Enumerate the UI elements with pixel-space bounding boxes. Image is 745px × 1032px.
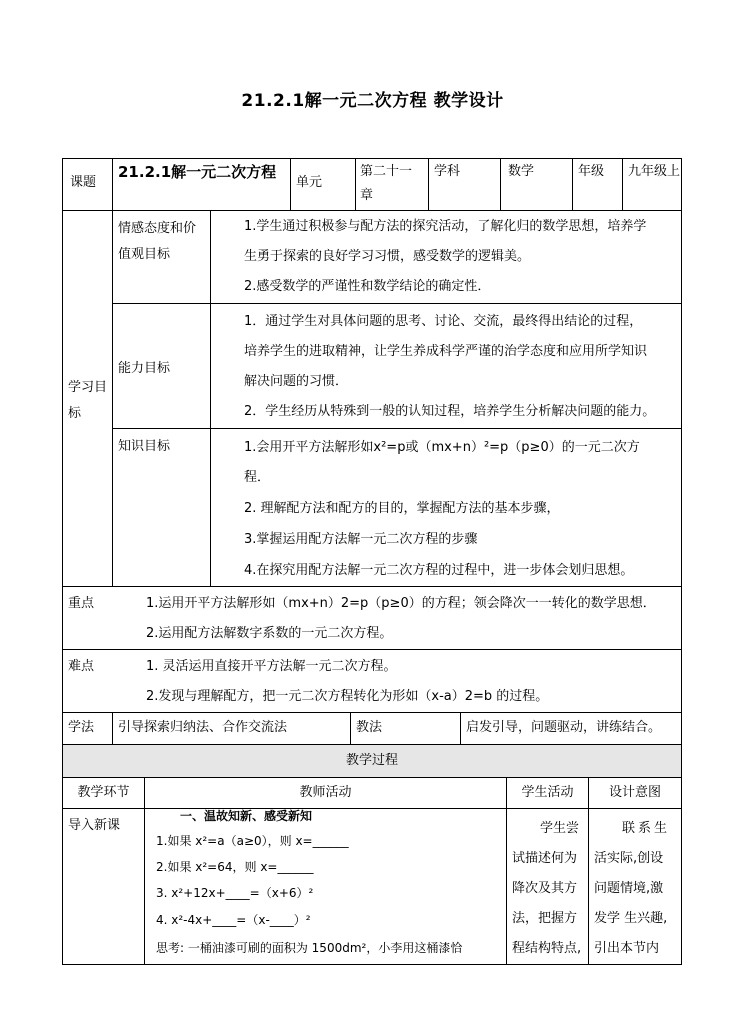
teacher-q1: 1.如果 x²=a（a≥0），则 x=______	[156, 834, 349, 848]
student-line-1: 学生尝	[540, 821, 580, 836]
knowledge-goal-line-4: 3.掌握运用配方法解一元二次方程的步骤	[244, 532, 478, 547]
col-teacher: 教师活动	[299, 785, 352, 800]
difficulties-line-1: 1. 灵活运用直接开平方法解一元二次方程。	[146, 659, 397, 674]
knowledge-goal-label: 知识目标	[118, 439, 171, 454]
teacher-q4: 4. x²-4x+____=（x-____）²	[156, 913, 311, 927]
teacher-q3: 3. x²+12x+____=（x+6）²	[156, 886, 314, 900]
emotion-goal-line-1: 1.学生通过积极参与配方法的探究活动，了解化归的数学思想，培养学	[244, 219, 647, 234]
intent-line-1: 联系生	[622, 821, 671, 836]
emotion-goal-label: 情感态度和价值观目标	[118, 221, 197, 262]
nianji-label: 年级	[578, 164, 605, 179]
student-line-5: 程结构特点,	[512, 941, 582, 956]
intent-line-3: 问题情境,激	[594, 881, 664, 896]
jiaofa-label: 教法	[356, 720, 383, 735]
document-title: 21.2.1解一元二次方程 教学设计	[241, 91, 504, 111]
xuefa-value: 引导探索归纳法、合作交流法	[118, 720, 288, 735]
intent-line-4: 发学 生兴趣,	[594, 911, 668, 926]
jiaofa-value: 启发引导，问题驱动，讲练结合。	[466, 720, 662, 735]
teacher-heading: 一、温故知新、感受新知	[180, 809, 313, 823]
col-intent: 设计意图	[608, 785, 661, 800]
xuefa-label: 学法	[68, 720, 95, 735]
difficulties-label: 难点	[68, 659, 95, 674]
teacher-think: 思考: 一桶油漆可刷的面积为 1500dm²，小李用这桶漆恰	[156, 941, 463, 955]
col-student: 学生活动	[521, 785, 574, 800]
teacher-q2: 2.如果 x²=64，则 x=______	[156, 860, 314, 874]
ability-goal-label: 能力目标	[118, 361, 171, 376]
ability-goal-line-2: 培养学生的进取精神，让学生养成科学严谨的治学态度和应用所学知识	[244, 344, 648, 359]
emotion-goal-line-2: 生勇于探索的良好学习习惯，感受数学的逻辑美。	[244, 249, 531, 264]
xueke-value: 数学	[508, 164, 535, 179]
danyuan-label: 单元	[296, 175, 323, 190]
keypoints-line-1: 1.运用开平方法解形如（mx+n）2=p（p≥0）的方程；领会降次一一转化的数学思想．	[146, 596, 656, 611]
danyuan-value: 第二十一章	[360, 164, 413, 203]
intent-line-5: 引出本节内	[594, 941, 660, 956]
xueke-label: 学科	[434, 164, 461, 179]
student-line-4: 法，把握方	[512, 911, 578, 926]
keti-label: 课题	[70, 175, 97, 190]
student-line-3: 降次及其方	[512, 881, 578, 896]
emotion-goal-line-3: 2.感受数学的严谨性和数学结论的确定性．	[244, 279, 491, 294]
intent-line-2: 活实际,创设	[594, 851, 664, 866]
process-title: 教学过程	[345, 753, 398, 768]
knowledge-goal-line-5: 4.在探究用配方法解一元二次方程的过程中，进一步体会划归思想。	[244, 563, 634, 578]
keypoints-label: 重点	[68, 596, 95, 611]
student-line-2: 试描述何为	[512, 851, 578, 866]
knowledge-goal-line-1: 1.会用开平方法解形如x²=p或（mx+n）²=p（p≥0）的一元二次方	[244, 440, 640, 455]
keti-value: 21.2.1解一元二次方程	[118, 163, 277, 181]
ability-goal-line-1: 1．通过学生对具体问题的思考、讨论、交流，最终得出结论的过程，	[244, 314, 643, 329]
knowledge-goal-line-2: 程．	[244, 470, 271, 485]
nianji-value: 九年级上	[628, 164, 681, 179]
col-stage: 教学环节	[77, 785, 130, 800]
knowledge-goal-line-3: 2. 理解配方法和配方的目的，掌握配方法的基本步骤，	[244, 501, 560, 516]
goals-section-label: 学习目标	[68, 380, 108, 421]
keypoints-line-2: 2.运用配方法解数字系数的一元二次方程。	[146, 626, 393, 641]
ability-goal-line-3: 解决问题的习惯．	[244, 374, 349, 389]
stage-intro: 导入新课	[68, 818, 121, 833]
ability-goal-line-4: 2．学生经历从特殊到一般的认知过程，培养学生分析解决问题的能力。	[244, 404, 656, 419]
difficulties-line-2: 2.发现与理解配方，把一元二次方程转化为形如（x-a）2=b 的过程。	[146, 689, 549, 704]
